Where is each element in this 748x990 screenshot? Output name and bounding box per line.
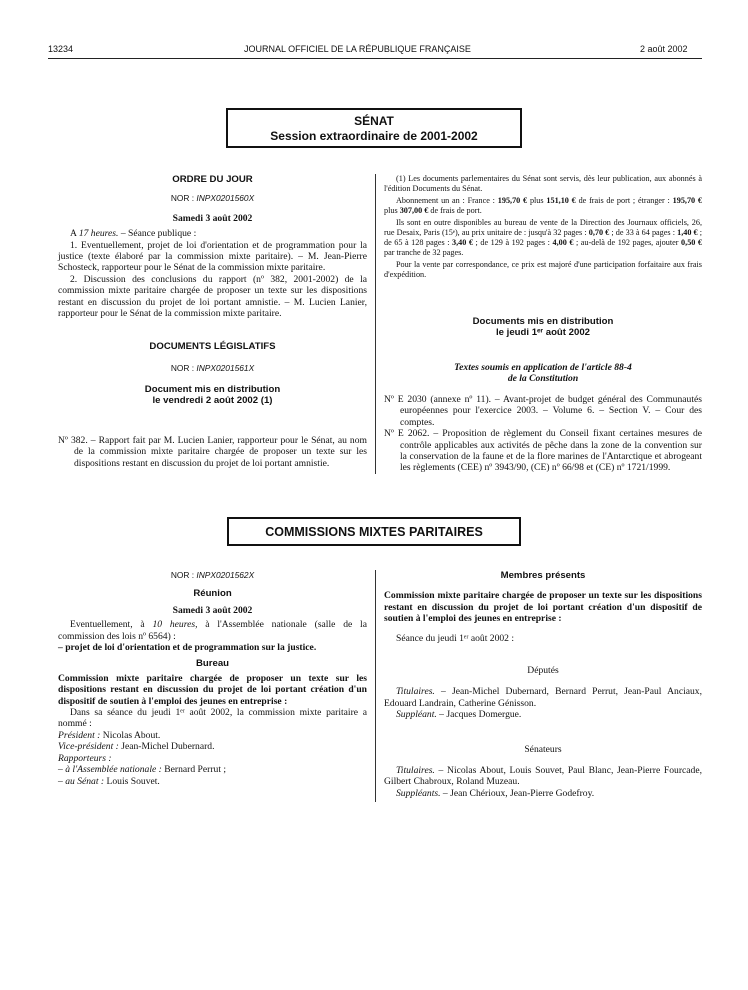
seance-time: 17 heures. xyxy=(78,228,119,240)
nor-code: INPX0201560X xyxy=(196,193,255,204)
rapporteurs-label: Rapporteurs : xyxy=(58,752,112,764)
rapporteurs-line xyxy=(58,753,367,764)
doc-leg-item-wrap xyxy=(58,435,367,469)
fn-text: de frais de port ; étranger : xyxy=(575,196,673,205)
deputes-titulaires xyxy=(384,686,702,709)
dist-item-1: Nº E 2030 (annexe nº 11). – Avant-projet de budget général des Communautés européennes pour l'exercice 2003. – Volume 6. – Section V. – Cour des comptes. xyxy=(384,394,702,428)
odj-item-2: 2. Discussion des conclusions du rapport (nº 382, 2001-2002) de la commission mixte paritaire chargée de proposer un texte sur les dispositions restant en discussion du projet de loi portant amnistie. – M. Lucien Lanier, rapporteur pour le Sénat de la commission mixte paritaire. xyxy=(58,273,367,320)
footnote-p2 xyxy=(384,196,702,216)
dep-sup-names: – Jacques Domergue. xyxy=(436,709,522,721)
fn-price: 195,70 € xyxy=(497,196,528,205)
rap-senat-label: au Sénat : xyxy=(65,775,105,787)
rapporteur-an-line xyxy=(58,764,367,775)
fn-text: par tranche de 32 pages. xyxy=(384,248,464,257)
nor-label: NOR : xyxy=(170,362,197,373)
president-name: Nicolas About. xyxy=(100,729,161,741)
deputes-suppleant xyxy=(384,709,702,720)
dist-heading-line2: le jeudi 1ᵉʳ août 2002 xyxy=(495,327,590,338)
bureau-intro: Dans sa séance du jeudi 1ᵉʳ août 2002, la commission mixte paritaire a nommé : xyxy=(58,707,367,730)
sen-sup-label: Suppléants. xyxy=(396,787,441,799)
reunion-time: 10 heures, xyxy=(152,619,198,631)
senat-title-box xyxy=(226,108,522,148)
reunion-date: Samedi 3 août 2002 xyxy=(172,604,253,616)
rap-senat-name: Louis Souvet. xyxy=(104,775,160,787)
dep-sup-label: Suppléant. xyxy=(396,709,437,721)
membres-seance: Séance du jeudi 1ᵉʳ août 2002 : xyxy=(396,632,515,644)
dash: – xyxy=(58,764,66,776)
left-column-bottom xyxy=(58,570,367,787)
senateurs-titulaires xyxy=(384,765,702,788)
vice-president-line xyxy=(58,741,367,752)
footnote-p4: Pour la vente par correspondance, ce prix est majoré d'une participation forfaitaire aux frais d'expédition. xyxy=(384,260,702,279)
fn-price: 3,40 € xyxy=(452,238,473,247)
doc-distribution-line1: Document mis en distribution xyxy=(144,384,281,396)
fn-text: ; de 33 à 64 pages : xyxy=(609,228,678,237)
right-column-distribution xyxy=(384,316,702,474)
dep-tit-label: Titulaires. xyxy=(396,686,435,698)
textes-line2: de la Constitution xyxy=(507,373,579,384)
president-label: Président : xyxy=(58,729,101,741)
reunion-text-c: à l'Assemblée nationale (salle de la commission des lois nº 6564) : xyxy=(58,619,367,642)
fn-price: 4,00 € xyxy=(552,238,574,247)
sen-sup-names: – Jean Chérioux, Jean-Pierre Godefroy. xyxy=(440,787,595,799)
deputes-heading: Députés xyxy=(527,665,559,677)
nor-code: INPX0201562X xyxy=(196,570,255,580)
footnote-p3 xyxy=(384,218,702,258)
fn-price: 195,70 € xyxy=(672,196,703,205)
odj-seance xyxy=(58,228,367,239)
fn-price: 307,00 € xyxy=(399,206,429,215)
membres-title: Commission mixte paritaire chargée de proposer un texte sur les dispositions restant en discussion du projet de loi portant création d'un dispositif de soutien à l'emploi des jeunes en entreprise : xyxy=(384,590,702,625)
senateurs-heading: Sénateurs xyxy=(524,743,562,755)
reunion-item: – projet de loi d'orientation et de programmation sur la justice. xyxy=(58,642,317,654)
footnote-block xyxy=(384,174,702,280)
nor-line-1 xyxy=(58,193,367,204)
textes-line1: Textes soumis en application de l'article 88-4 xyxy=(454,362,632,373)
nor-code: INPX0201561X xyxy=(196,362,255,373)
nor-line-2 xyxy=(58,363,367,374)
documents-legislatifs-heading: DOCUMENTS LÉGISLATIFS xyxy=(149,341,276,353)
seance-rest: – Séance publique : xyxy=(118,228,197,240)
bureau-heading: Bureau xyxy=(195,658,230,670)
rap-an-name: Bernard Perrut ; xyxy=(161,764,227,776)
rap-an-label: à l'Assemblée nationale : xyxy=(65,764,162,776)
footnote-p1: (1) Les documents parlementaires du Sénat sont servis, dès leur publication, aux abonnés à l'édition Documents du Sénat. xyxy=(384,174,702,193)
page-number: 13234 xyxy=(48,44,74,54)
fn-price: 0,50 € xyxy=(681,238,703,247)
fn-price: 1,40 € xyxy=(677,228,698,237)
column-divider-top xyxy=(375,174,376,474)
cmp-title-box: COMMISSIONS MIXTES PARITAIRES xyxy=(227,517,521,546)
column-divider-bottom xyxy=(375,570,376,802)
reunion-text-a: Eventuellement, à xyxy=(70,619,153,631)
odj-date: Samedi 3 août 2002 xyxy=(172,212,253,224)
dist-heading-line1: Documents mis en distribution xyxy=(472,316,614,327)
senat-title: SÉNAT xyxy=(354,114,394,128)
right-column-bottom xyxy=(384,570,702,799)
ordre-du-jour-heading: ORDRE DU JOUR xyxy=(172,174,253,185)
dist-item-2: Nº E 2062. – Proposition de règlement du Conseil fixant certaines mesures de contrôle applicables aux activités de pêche dans la zone de la convention sur la conservation de la faune et de la flore marines de l'Antarctique et abrogeant les règlements (CEE) nº 3943/90, (CE) nº 66/98 et (CE) nº 1721/1999. xyxy=(384,428,702,474)
odj-item-1: 1. Eventuellement, projet de loi d'orientation et de programmation pour la justice (texte élaboré par la commission mixte paritaire). – M. Jean-Pierre Schosteck, rapporteur pour le Sénat de la commission mixte paritaire. xyxy=(58,239,367,274)
seance-prefix: A xyxy=(70,228,79,240)
fn-text: Ils sont en outre disponibles au bureau de vente de la Direction des Journaux officiels, 26, rue Desaix, Paris (15ᵉ), au prix unitaire de : jusqu'à 32 pages : xyxy=(384,218,702,237)
fn-text: de frais de port. xyxy=(428,206,482,215)
header-rule xyxy=(48,58,702,59)
dash: – xyxy=(58,775,66,787)
doc-leg-item: Nº 382. – Rapport fait par M. Lucien Lanier, rapporteur pour le Sénat, au nom de la commission mixte paritaire chargée de proposer un texte sur les dispositions restant en discussion du projet de loi portant amnistie. xyxy=(58,435,367,469)
senateurs-suppleants xyxy=(384,788,702,799)
bureau-title: Commission mixte paritaire chargée de proposer un texte sur les dispositions restant en discussion du projet de loi portant création d'un dispositif de soutien à l'emploi des jeunes en entreprise : xyxy=(58,672,367,707)
fn-text: Abonnement un an : France : xyxy=(396,196,498,205)
header-date: 2 août 2002 xyxy=(640,44,688,54)
fn-text: plus xyxy=(527,196,547,205)
fn-text: ; au-delà de 192 pages, ajouter xyxy=(573,238,682,247)
reunion-heading: Réunion xyxy=(193,588,232,600)
fn-text: plus xyxy=(384,206,400,215)
president-line xyxy=(58,730,367,741)
doc-distribution-line2: le vendredi 2 août 2002 (1) xyxy=(152,395,273,407)
sen-tit-label: Titulaires. xyxy=(396,765,435,777)
nor-label: NOR : xyxy=(170,193,197,204)
sen-tit-names: – Nicolas About, Louis Souvet, Paul Blanc, Jean-Pierre Fourcade, Gilbert Chabroux, Roland Muzeau. xyxy=(384,765,702,788)
senat-subtitle: Session extraordinaire de 2001-2002 xyxy=(270,129,478,143)
journal-title: JOURNAL OFFICIEL DE LA RÉPUBLIQUE FRANÇAISE xyxy=(244,44,471,54)
nor-line-3 xyxy=(58,570,367,581)
rapporteur-senat-line xyxy=(58,776,367,787)
dep-tit-names: – Jean-Michel Dubernard, Bernard Perrut, Jean-Paul Anciaux, Edouard Landrain, Catherine Génisson. xyxy=(384,686,702,709)
fn-text: ; de 65 à 128 pages : xyxy=(384,228,703,247)
reunion-text xyxy=(58,619,367,642)
fn-price: 151,10 € xyxy=(546,196,576,205)
membres-heading: Membres présents xyxy=(500,570,586,581)
vice-name: Jean-Michel Dubernard. xyxy=(118,741,215,753)
vice-label: Vice-président : xyxy=(58,741,119,753)
left-column-top xyxy=(58,174,367,409)
fn-price: 0,70 € xyxy=(588,228,610,237)
fn-text: ; de 129 à 192 pages : xyxy=(472,238,553,247)
nor-label: NOR : xyxy=(170,570,197,580)
